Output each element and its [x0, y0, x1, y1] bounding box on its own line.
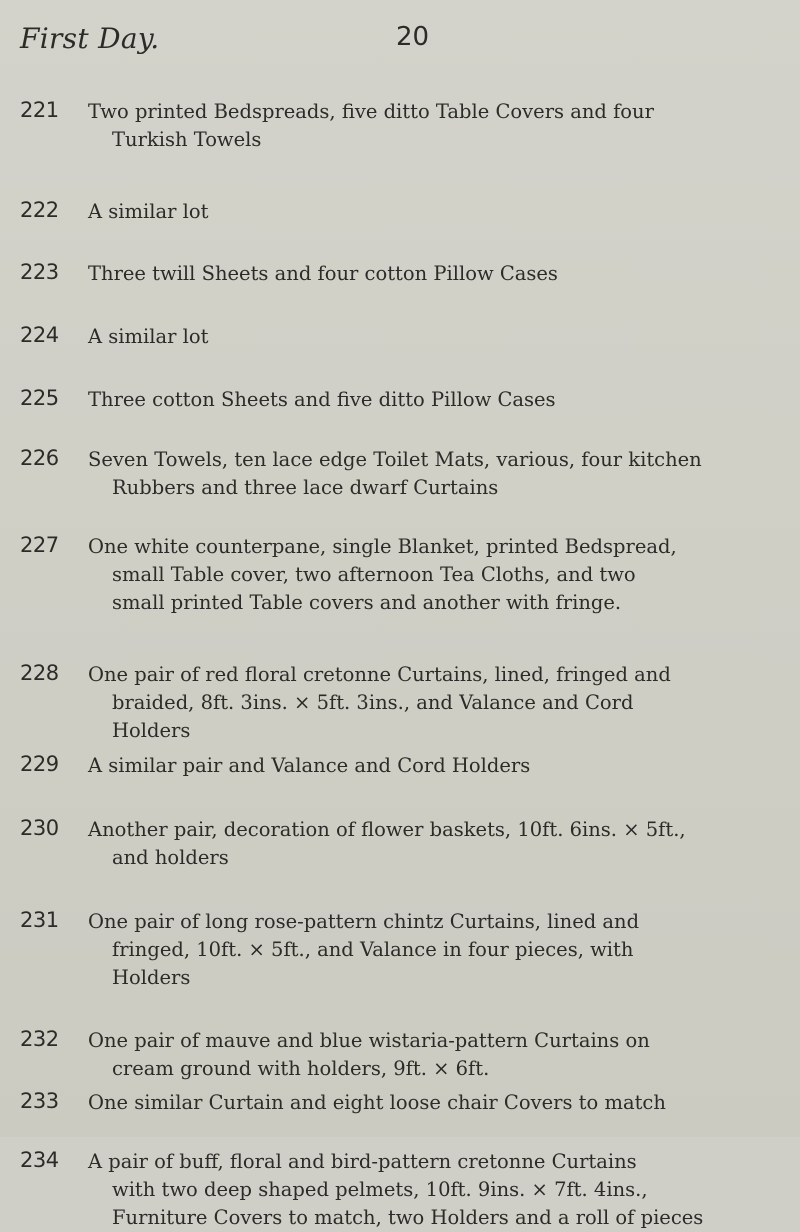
- lot-description-line: One similar Curtain and eight loose chair Covers to match: [88, 1091, 666, 1114]
- lot-number: 230: [20, 816, 59, 840]
- lot-description-line: Two printed Bedspreads, five ditto Table Covers and four: [88, 100, 654, 123]
- lot-number: 228: [20, 661, 59, 685]
- lot-number: 222: [20, 198, 59, 222]
- lot-number: 227: [20, 533, 59, 557]
- page-header: [20, 22, 780, 62]
- page-number: 20: [396, 22, 430, 52]
- lot-description: [88, 1089, 780, 1117]
- lot-description-line: One white counterpane, single Blanket, printed Bedspread,: [88, 535, 677, 558]
- lot-description: [88, 1027, 780, 1083]
- lot-number: 234: [20, 1148, 59, 1172]
- lot-number: 233: [20, 1089, 59, 1113]
- lot-description-line: Furniture Covers to match, two Holders and a roll of pieces: [112, 1206, 704, 1229]
- lot-description-line: Three cotton Sheets and five ditto Pillow Cases: [88, 388, 556, 411]
- lot-description-line: Turkish Towels: [112, 128, 262, 151]
- lot-number: 224: [20, 323, 59, 347]
- lot-description: [88, 752, 780, 780]
- lot-description: [88, 198, 780, 226]
- lot-description: [88, 323, 780, 351]
- lot-description-line: Rubbers and three lace dwarf Curtains: [112, 476, 499, 499]
- lot-number: 229: [20, 752, 59, 776]
- lot-number: 232: [20, 1027, 59, 1051]
- lot-description-line: A similar pair and Valance and Cord Holders: [88, 754, 531, 777]
- lot-description: [88, 1148, 780, 1232]
- lot-description: [88, 98, 780, 154]
- lot-description-line: with two deep shaped pelmets, 10ft. 9ins. × 7ft. 4ins.,: [112, 1178, 648, 1201]
- lot-description-line: One pair of long rose-pattern chintz Curtains, lined and: [88, 910, 640, 933]
- lot-description-line: Another pair, decoration of flower baskets, 10ft. 6ins. × 5ft.,: [88, 818, 686, 841]
- lot-description-line: Holders: [112, 719, 191, 742]
- lot-description-line: small printed Table covers and another with fringe.: [112, 591, 622, 614]
- lot-description-line: Holders: [112, 966, 191, 989]
- lot-description-line: braided, 8ft. 3ins. × 5ft. 3ins., and Valance and Cord: [112, 691, 634, 714]
- lot-description-line: cream ground with holders, 9ft. × 6ft.: [112, 1057, 490, 1080]
- lot-description-line: small Table cover, two afternoon Tea Cloths, and two: [112, 563, 636, 586]
- lot-description-line: One pair of red floral cretonne Curtains, lined, fringed and: [88, 663, 671, 686]
- lot-description: [88, 533, 780, 617]
- lot-description-line: A pair of buff, floral and bird-pattern cretonne Curtains: [88, 1150, 637, 1173]
- lot-description: [88, 446, 780, 502]
- lot-description-line: and holders: [112, 846, 229, 869]
- lot-description: [88, 260, 780, 288]
- lot-number: 221: [20, 98, 59, 122]
- lot-description-line: Three twill Sheets and four cotton Pillow Cases: [88, 262, 558, 285]
- lot-description: [88, 661, 780, 745]
- day-heading: First Day.: [20, 22, 160, 55]
- lot-description-line: fringed, 10ft. × 5ft., and Valance in four pieces, with: [112, 938, 634, 961]
- lot-number: 226: [20, 446, 59, 470]
- lot-number: 231: [20, 908, 59, 932]
- lot-description-line: A similar lot: [88, 200, 209, 223]
- lot-number: 223: [20, 260, 59, 284]
- lot-number: 225: [20, 386, 59, 410]
- lot-description-line: One pair of mauve and blue wistaria-pattern Curtains on: [88, 1029, 650, 1052]
- lot-description-line: A similar lot: [88, 325, 209, 348]
- lot-description: [88, 816, 780, 872]
- lot-description: [88, 386, 780, 414]
- lot-description-line: Seven Towels, ten lace edge Toilet Mats, various, four kitchen: [88, 448, 702, 471]
- lot-description: [88, 908, 780, 992]
